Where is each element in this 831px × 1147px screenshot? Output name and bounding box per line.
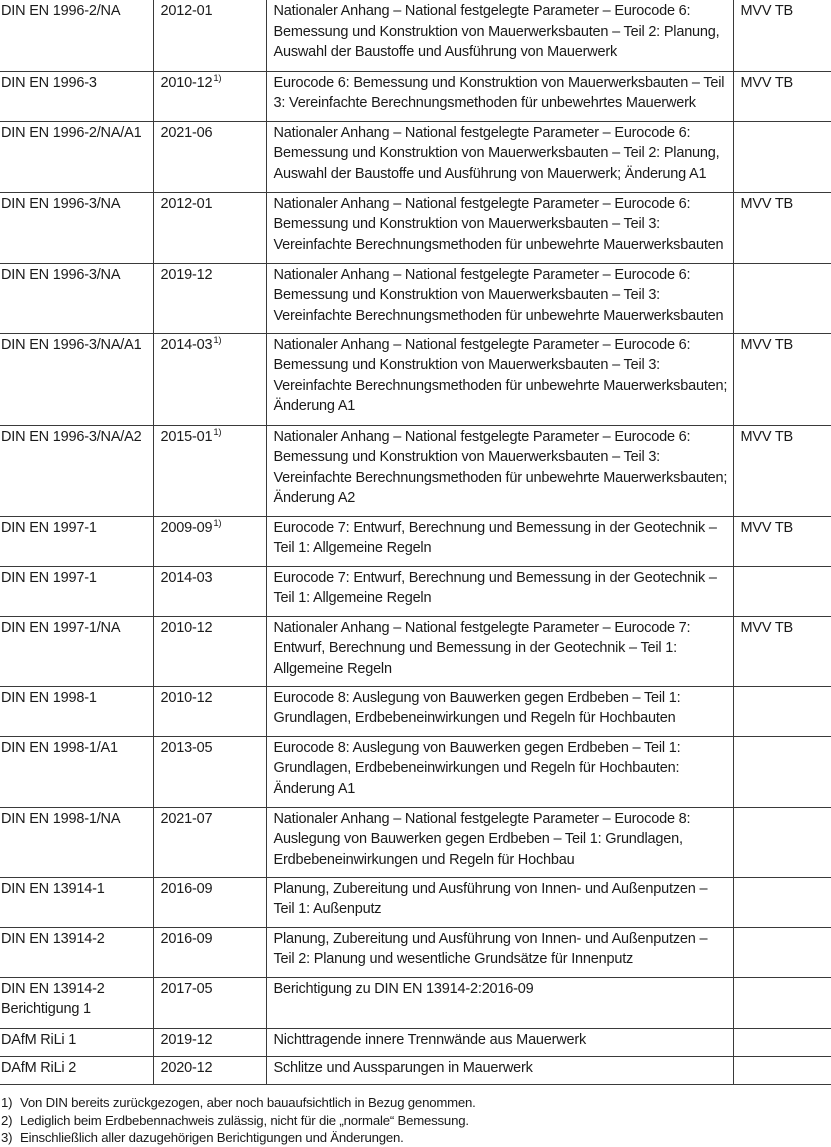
date-value: 2014-03 — [160, 569, 213, 586]
norm-cell: DIN EN 1996-3/NA/A2 — [0, 425, 153, 516]
footnote-marker: 1) — [213, 334, 222, 346]
norm-cell: DIN EN 1996-3/NA/A1 — [0, 333, 153, 425]
table-row — [0, 807, 831, 877]
reference-cell — [733, 927, 831, 977]
date-cell — [153, 807, 266, 877]
date-value: 2014-03 — [160, 336, 213, 353]
title-cell: Eurocode 7: Entwurf, Berechnung und Bemessung in der Geotechnik – Teil 1: Allgemeine Regeln — [266, 516, 733, 566]
table-row — [0, 977, 831, 1028]
footnotes — [1, 1094, 821, 1147]
footnote-number: 1) — [1, 1095, 13, 1110]
table-row — [0, 566, 831, 616]
table-row — [0, 263, 831, 333]
date-value: 2012-01 — [160, 195, 213, 212]
table-row — [0, 121, 831, 192]
title-cell: Berichtigung zu DIN EN 13914-2:2016-09 — [266, 977, 733, 1028]
title-cell: Nationaler Anhang – National festgelegte Parameter – Eurocode 6: Bemessung und Konstruktion von Mauerwerksbauten – Teil 3: Vereinfachte Berechnungsmethoden für unbewehrte Mauerwerksbauten — [266, 192, 733, 263]
table-row — [0, 425, 831, 516]
date-cell — [153, 927, 266, 977]
reference-cell: MVV TB — [733, 71, 831, 121]
table-row — [0, 333, 831, 425]
date-value: 2012-01 — [160, 3, 213, 19]
reference-cell — [733, 1028, 831, 1056]
title-cell: Eurocode 6: Bemessung und Konstruktion von Mauerwerksbauten – Teil 3: Vereinfachte Berechnungsmethoden für unbewehrtes Mauerwerk — [266, 71, 733, 121]
norm-cell: DIN EN 1996-3 — [0, 71, 153, 121]
title-cell: Eurocode 7: Entwurf, Berechnung und Bemessung in der Geotechnik – Teil 1: Allgemeine Regeln — [266, 566, 733, 616]
norm-cell: DIN EN 1996-2/NA — [0, 0, 153, 71]
date-value: 2010-12 — [160, 74, 213, 91]
date-cell — [153, 425, 266, 516]
norm-cell: DAfM RiLi 2 — [0, 1056, 153, 1084]
title-cell: Nationaler Anhang – National festgelegte Parameter – Eurocode 6: Bemessung und Konstruktion von Mauerwerksbauten – Teil 2: Planung, Auswahl der Baustoffe und Ausführung von Mauerwerk; Änderung A1 — [266, 121, 733, 192]
footnote — [1, 1112, 821, 1130]
norm-cell: DIN EN 1998-1/A1 — [0, 736, 153, 807]
date-value: 2009-09 — [160, 519, 213, 536]
date-cell — [153, 121, 266, 192]
date-cell — [153, 192, 266, 263]
date-cell — [153, 263, 266, 333]
date-cell — [153, 516, 266, 566]
date-cell — [153, 616, 266, 686]
date-value: 2015-01 — [160, 428, 213, 445]
title-cell: Schlitze und Aussparungen in Mauerwerk — [266, 1056, 733, 1084]
footnote-text: Lediglich beim Erdbebennachweis zulässig, nicht für die „normale“ Bemessung. — [20, 1112, 469, 1128]
title-cell: Nationaler Anhang – National festgelegte Parameter – Eurocode 6: Bemessung und Konstruktion von Mauerwerksbauten – Teil 3: Vereinfachte Berechnungsmethoden für unbewehrte Mauerwerksbauten; Änderung A2 — [266, 425, 733, 516]
norm-cell: DAfM RiLi 1 — [0, 1028, 153, 1056]
footnote-marker: 1) — [213, 72, 222, 84]
table-row — [0, 877, 831, 927]
title-cell: Eurocode 8: Auslegung von Bauwerken gegen Erdbeben – Teil 1: Grundlagen, Erdbebeneinwirkungen und Regeln für Hochbauten: Änderung A1 — [266, 736, 733, 807]
reference-cell — [733, 121, 831, 192]
title-cell: Nationaler Anhang – National festgelegte Parameter – Eurocode 7: Entwurf, Berechnung und Bemessung in der Geotechnik – Teil 1: Allgemeine Regeln — [266, 616, 733, 686]
norm-cell: DIN EN 13914-2 Berichtigung 1 — [0, 977, 153, 1028]
date-value: 2016-09 — [160, 880, 213, 897]
table-row — [0, 516, 831, 566]
date-value: 2010-12 — [160, 689, 213, 706]
reference-cell: MVV TB — [733, 333, 831, 425]
title-cell: Nationaler Anhang – National festgelegte Parameter – Eurocode 6: Bemessung und Konstruktion von Mauerwerksbauten – Teil 2: Planung, Auswahl der Baustoffe und Ausführung von Mauerwerk — [266, 0, 733, 71]
date-value: 2013-05 — [160, 739, 213, 756]
reference-cell — [733, 686, 831, 736]
date-value: 2019-12 — [160, 1031, 213, 1048]
norm-cell: DIN EN 1996-3/NA — [0, 192, 153, 263]
date-value: 2020-12 — [160, 1059, 213, 1076]
date-cell — [153, 977, 266, 1028]
reference-cell: MVV TB — [733, 425, 831, 516]
footnote — [1, 1094, 821, 1112]
title-cell: Planung, Zubereitung und Ausführung von Innen- und Außenputzen – Teil 2: Planung und wesentliche Grundsätze für Innenputz — [266, 927, 733, 977]
reference-cell — [733, 736, 831, 807]
title-cell: Eurocode 8: Auslegung von Bauwerken gegen Erdbeben – Teil 1: Grundlagen, Erdbebeneinwirkungen und Regeln für Hochbauten — [266, 686, 733, 736]
reference-cell — [733, 807, 831, 877]
date-cell — [153, 1028, 266, 1056]
date-cell — [153, 566, 266, 616]
date-cell — [153, 333, 266, 425]
footnote — [1, 1129, 821, 1147]
norm-cell: DIN EN 1996-2/NA/A1 — [0, 121, 153, 192]
norm-cell: DIN EN 1997-1 — [0, 566, 153, 616]
table-row — [0, 192, 831, 263]
title-cell: Planung, Zubereitung und Ausführung von Innen- und Außenputzen – Teil 1: Außenputz — [266, 877, 733, 927]
norm-cell: DIN EN 13914-1 — [0, 877, 153, 927]
norm-cell: DIN EN 1997-1/NA — [0, 616, 153, 686]
reference-cell: MVV TB — [733, 516, 831, 566]
table-row — [0, 736, 831, 807]
date-cell — [153, 877, 266, 927]
table-row — [0, 0, 831, 71]
date-value: 2019-12 — [160, 266, 213, 283]
footnote-number: 3) — [1, 1130, 13, 1146]
footnote-marker: 1) — [213, 517, 222, 529]
footnote-marker: 1) — [213, 426, 222, 438]
title-cell: Nichttragende innere Trennwände aus Mauerwerk — [266, 1028, 733, 1056]
date-cell — [153, 736, 266, 807]
table-row — [0, 71, 831, 121]
date-cell — [153, 0, 266, 71]
reference-cell — [733, 977, 831, 1028]
title-cell: Nationaler Anhang – National festgelegte Parameter – Eurocode 8: Auslegung von Bauwerken gegen Erdbeben – Teil 1: Grundlagen, Erdbebeneinwirkungen und Regeln für Hochbau — [266, 807, 733, 877]
reference-cell: MVV TB — [733, 192, 831, 263]
table-row — [0, 1028, 831, 1056]
date-cell — [153, 1056, 266, 1084]
date-value: 2021-07 — [160, 810, 213, 827]
title-cell: Nationaler Anhang – National festgelegte Parameter – Eurocode 6: Bemessung und Konstruktion von Mauerwerksbauten – Teil 3: Vereinfachte Berechnungsmethoden für unbewehrte Mauerwerksbauten; Änderung A1 — [266, 333, 733, 425]
title-cell: Nationaler Anhang – National festgelegte Parameter – Eurocode 6: Bemessung und Konstruktion von Mauerwerksbauten – Teil 3: Vereinfachte Berechnungsmethoden für unbewehrte Mauerwerksbauten — [266, 263, 733, 333]
date-cell — [153, 71, 266, 121]
norm-cell: DIN EN 1998-1 — [0, 686, 153, 736]
reference-cell — [733, 1056, 831, 1084]
reference-cell — [733, 566, 831, 616]
footnote-text: Von DIN bereits zurückgezogen, aber noch bauaufsichtlich in Bezug genommen. — [20, 1095, 476, 1110]
table-row — [0, 1056, 831, 1084]
date-cell — [153, 686, 266, 736]
reference-cell — [733, 263, 831, 333]
date-value: 2021-06 — [160, 124, 213, 141]
norm-cell: DIN EN 1996-3/NA — [0, 263, 153, 333]
reference-cell — [733, 877, 831, 927]
footnote-text: Einschließlich aller dazugehörigen Berichtigungen und Änderungen. — [20, 1130, 404, 1146]
norm-cell: DIN EN 1997-1 — [0, 516, 153, 566]
footnote-number: 2) — [1, 1112, 13, 1128]
reference-cell: MVV TB — [733, 0, 831, 71]
norm-cell: DIN EN 1998-1/NA — [0, 807, 153, 877]
norm-cell: DIN EN 13914-2 — [0, 927, 153, 977]
date-value: 2010-12 — [160, 619, 213, 636]
table-row — [0, 686, 831, 736]
reference-cell: MVV TB — [733, 616, 831, 686]
table-row — [0, 616, 831, 686]
date-value: 2017-05 — [160, 980, 213, 997]
date-value: 2016-09 — [160, 930, 213, 947]
table-row — [0, 927, 831, 977]
